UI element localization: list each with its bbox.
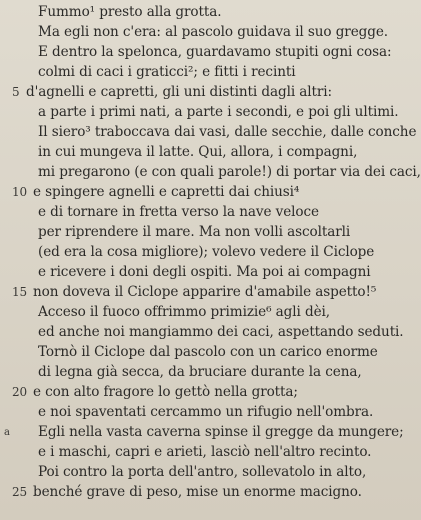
verse-text: e noi spaventati cercammo un rifugio nell'ombra. <box>38 404 374 420</box>
verse-text: a parte i primi nati, a parte i secondi, e poi gli ultimi. <box>38 104 399 120</box>
verse-text: e di tornare in fretta verso la nave veloce <box>38 204 319 220</box>
verse-text: di legna già secca, da bruciare durante la cena, <box>38 364 362 380</box>
line-number: 5 <box>12 85 20 99</box>
verse-text: colmi di caci i graticci²; e fitti i recinti <box>38 64 296 80</box>
verse-text: d'agnelli e capretti, gli uni distinti dagli altri: <box>26 84 333 100</box>
verse-text: e i maschi, capri e arieti, lasciò nell'altro recinto. <box>38 444 372 460</box>
verse-text: Tornò il Ciclope dal pascolo con un carico enorme <box>38 344 378 360</box>
verse-text: benché grave di peso, mise un enorme macigno. <box>33 484 362 500</box>
margin-letter: a <box>4 427 10 438</box>
verse-text: Poi contro la porta dell'antro, sollevatolo in alto, <box>38 464 367 480</box>
verse-text: e con alto fragore lo gettò nella grotta; <box>33 384 298 400</box>
verse-text: Il siero³ traboccava dai vasi, dalle secchie, dalle conche <box>38 124 417 140</box>
line-number: 10 <box>12 185 28 199</box>
verse-text: in cui mungeva il latte. Qui, allora, i compagni, <box>38 144 358 160</box>
verse-text: (ed era la cosa migliore); volevo vedere il Ciclope <box>38 244 375 260</box>
verse-text: Acceso il fuoco offrimmo primizie⁶ agli dèi, <box>38 304 331 320</box>
line-number: 15 <box>12 285 28 299</box>
verse-text: non doveva il Ciclope apparire d'amabile aspetto!⁵ <box>33 284 377 300</box>
verse-text: e ricevere i doni degli ospiti. Ma poi ai compagni <box>38 264 371 280</box>
verse-text: ed anche noi mangiammo dei caci, aspettando seduti. <box>38 324 404 340</box>
verse-text: Egli nella vasta caverna spinse il gregge da mungere; <box>38 424 404 440</box>
verse-text: Fummo¹ presto alla grotta. <box>38 4 222 20</box>
line-number: 25 <box>12 485 28 499</box>
verse-text: mi pregarono (e con quali parole!) di portar via dei caci, <box>38 164 421 180</box>
verse-text: E dentro la spelonca, guardavamo stupiti ogni cosa: <box>38 44 392 60</box>
verse-text: per riprendere il mare. Ma non volli ascoltarli <box>38 224 351 240</box>
verse-text: Ma egli non c'era: al pascolo guidava il suo gregge. <box>38 24 389 40</box>
verse-text: e spingere agnelli e capretti dai chiusi⁴ <box>33 184 300 200</box>
line-number: 20 <box>12 385 28 399</box>
